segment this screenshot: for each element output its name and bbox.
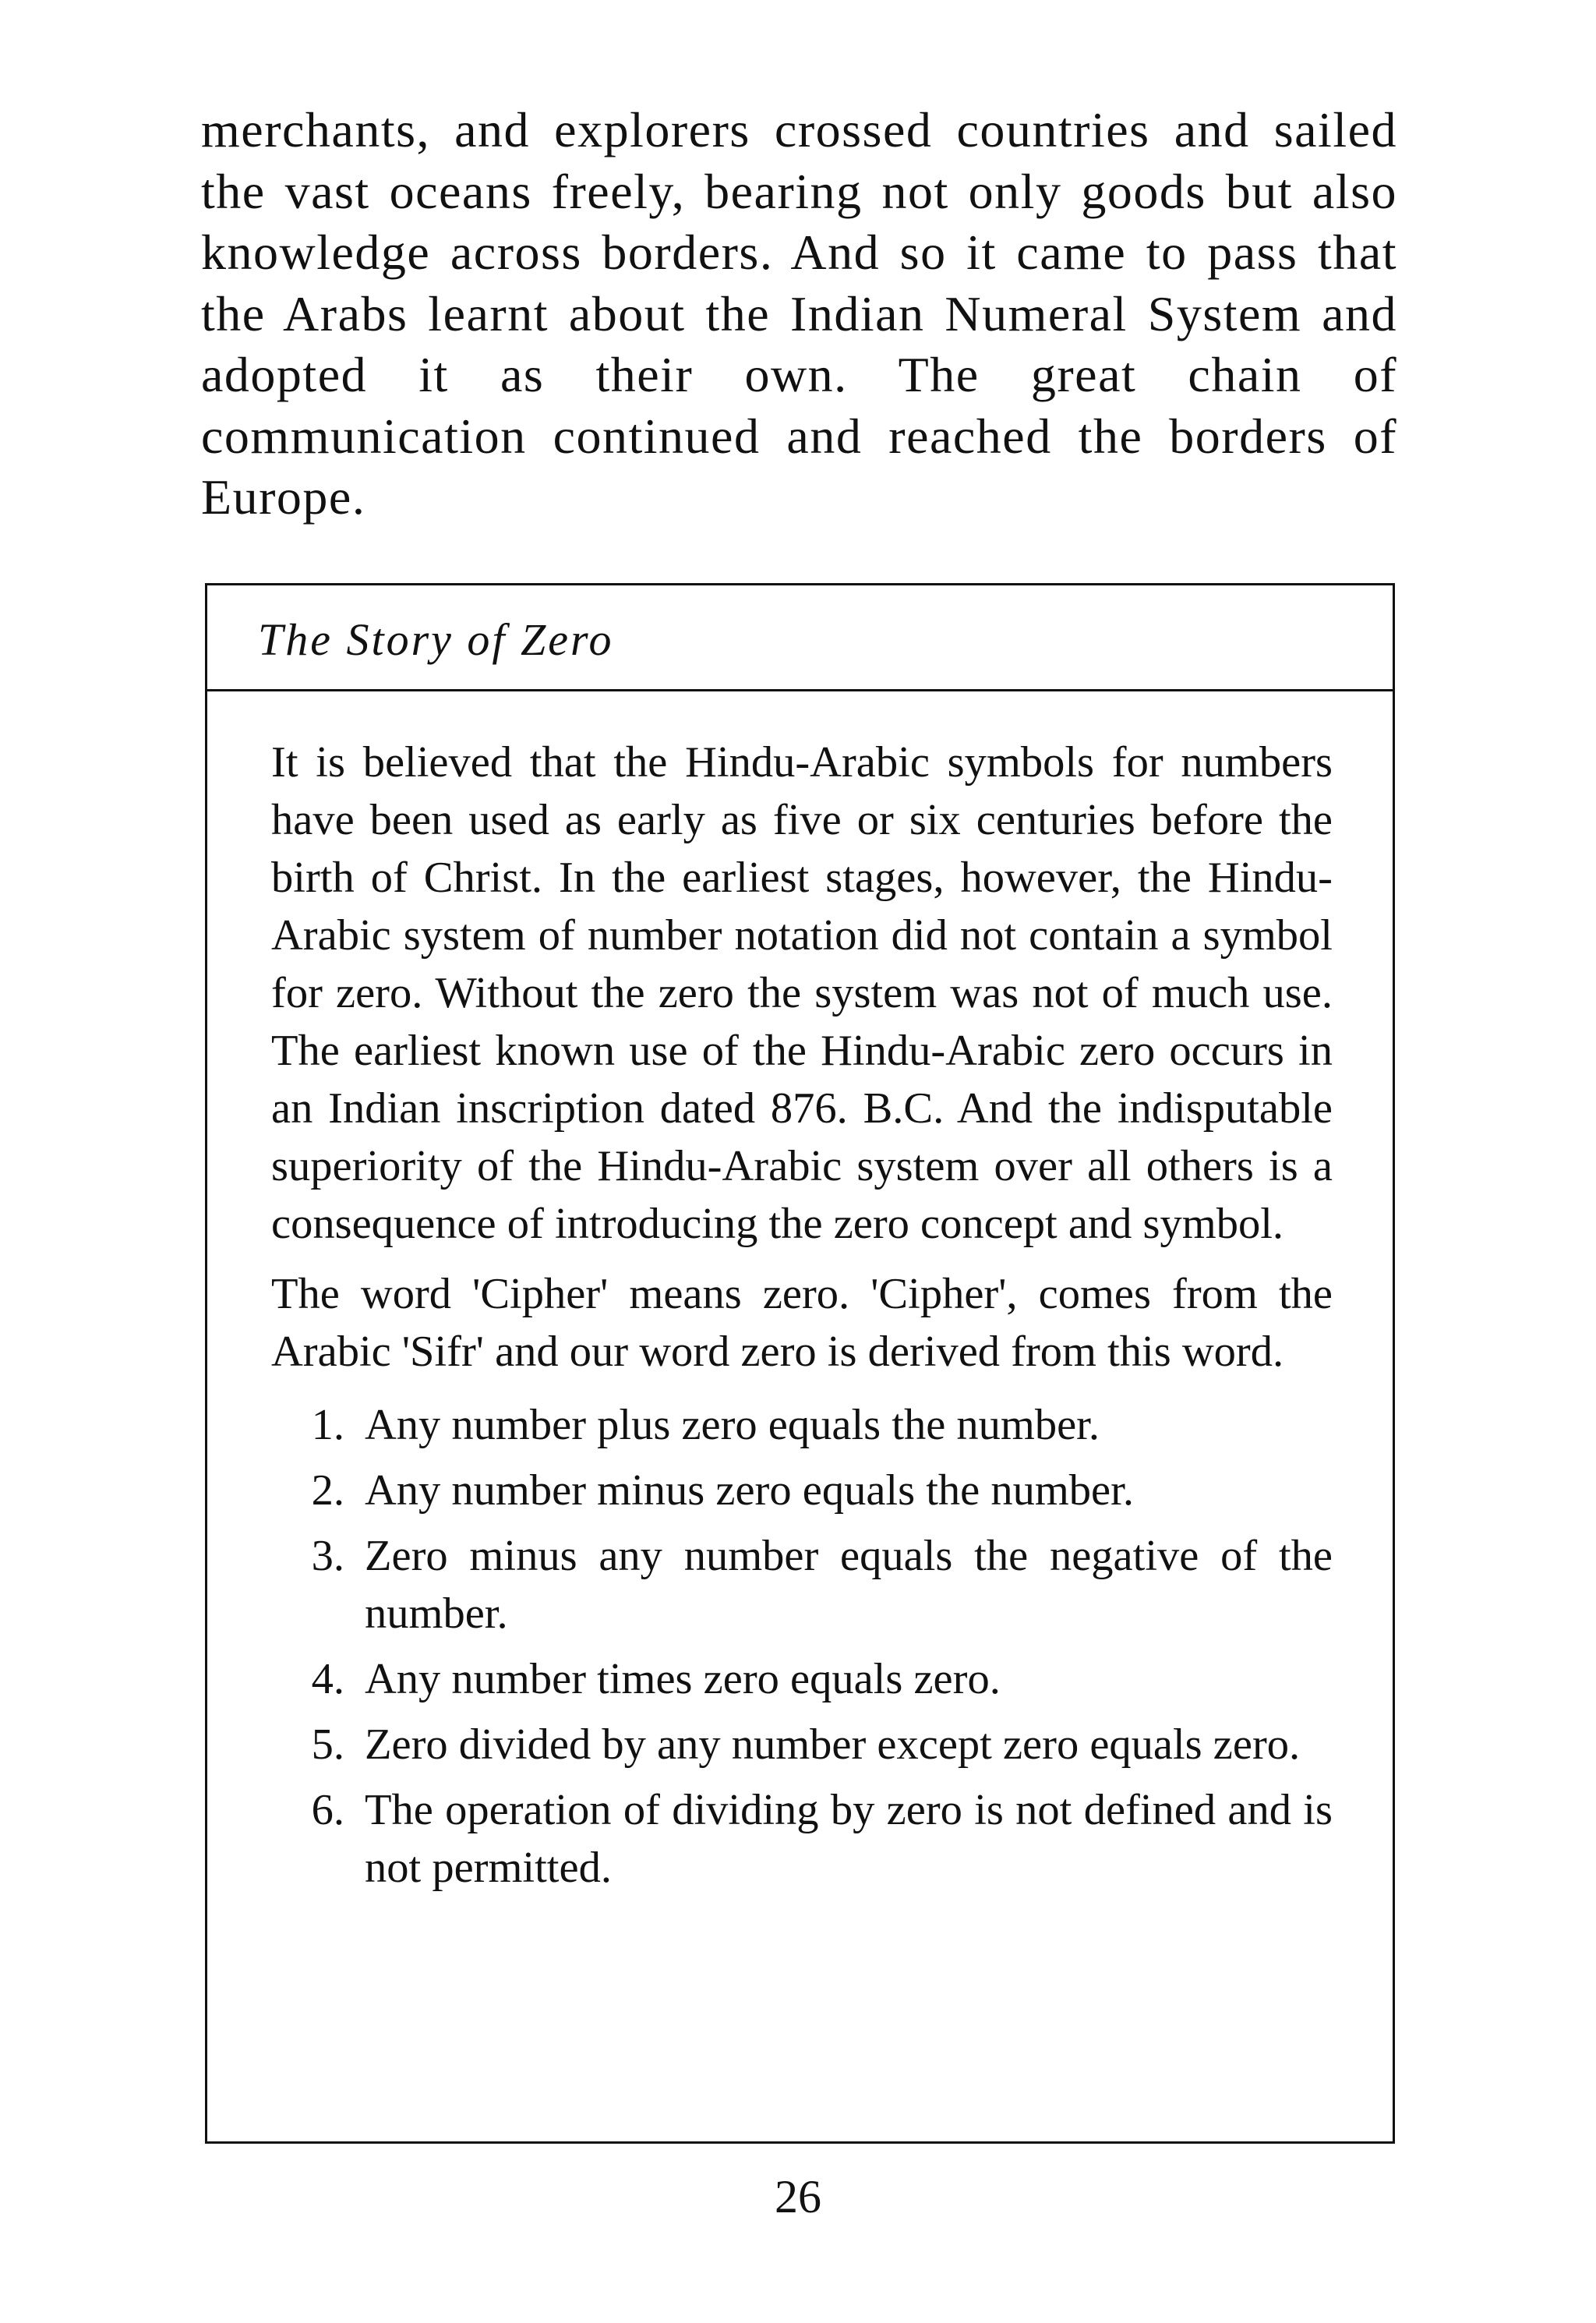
box-header <box>207 585 1393 691</box>
box-body <box>271 734 1333 1904</box>
list-item <box>271 1462 1333 1519</box>
list-item-text: Any number times zero equals zero. <box>365 1655 1001 1703</box>
page-number: 26 <box>775 2171 821 2222</box>
list-item-text: Any number minus zero equals the number. <box>365 1466 1134 1515</box>
list-item-number: 4. <box>311 1655 344 1703</box>
list-item <box>271 1781 1333 1897</box>
list-item-text: Any number plus zero equals the number. <box>365 1401 1100 1449</box>
list-item-number: 6. <box>311 1786 344 1834</box>
list-item <box>271 1396 1333 1454</box>
list-item <box>271 1650 1333 1708</box>
list-item-text: Zero minus any number equals the negative of the number. <box>365 1532 1333 1638</box>
list-item-text: The operation of dividing by zero is not defined and is not permitted. <box>365 1786 1333 1892</box>
story-of-zero-box <box>205 583 1395 2144</box>
list-item <box>271 1716 1333 1773</box>
list-item <box>271 1527 1333 1642</box>
list-item-number: 2. <box>311 1466 344 1515</box>
list-item-number: 5. <box>311 1720 344 1769</box>
list-item-number: 1. <box>311 1401 344 1449</box>
zero-rules-list <box>271 1396 1333 1897</box>
box-paragraph: The word 'Cipher' means zero. 'Cipher', comes from the Arabic 'Sifr' and our word zero is derived from this word. <box>271 1270 1333 1376</box>
list-item-text: Zero divided by any number except zero equals zero. <box>365 1720 1301 1769</box>
box-title: The Story of Zero <box>258 614 614 665</box>
box-paragraph: It is believed that the Hindu-Arabic symbols for numbers have been used as early as five or six centuries before the birth of Christ. In the earliest stages, however, the Hindu-Arabic system of number notation did not contain a symbol for zero. Without the zero the system was not of much use. The earliest known use of the Hindu-Arabic zero occurs in an Indian inscription dated 876. B.C. And the indisputable superiority of the Hindu-Arabic system over all others is a consequence of introducing the zero concept and symbol. <box>271 738 1333 1248</box>
list-item-number: 3. <box>311 1532 344 1580</box>
intro-paragraph: merchants, and explorers crossed countries and sailed the vast oceans freely, bearing not only goods but also knowledge across borders. And so it came to pass that the Arabs learnt about the Indian Numeral System and adopted it as their own. The great chain of communication continued and reached the borders of Europe. <box>201 102 1397 525</box>
